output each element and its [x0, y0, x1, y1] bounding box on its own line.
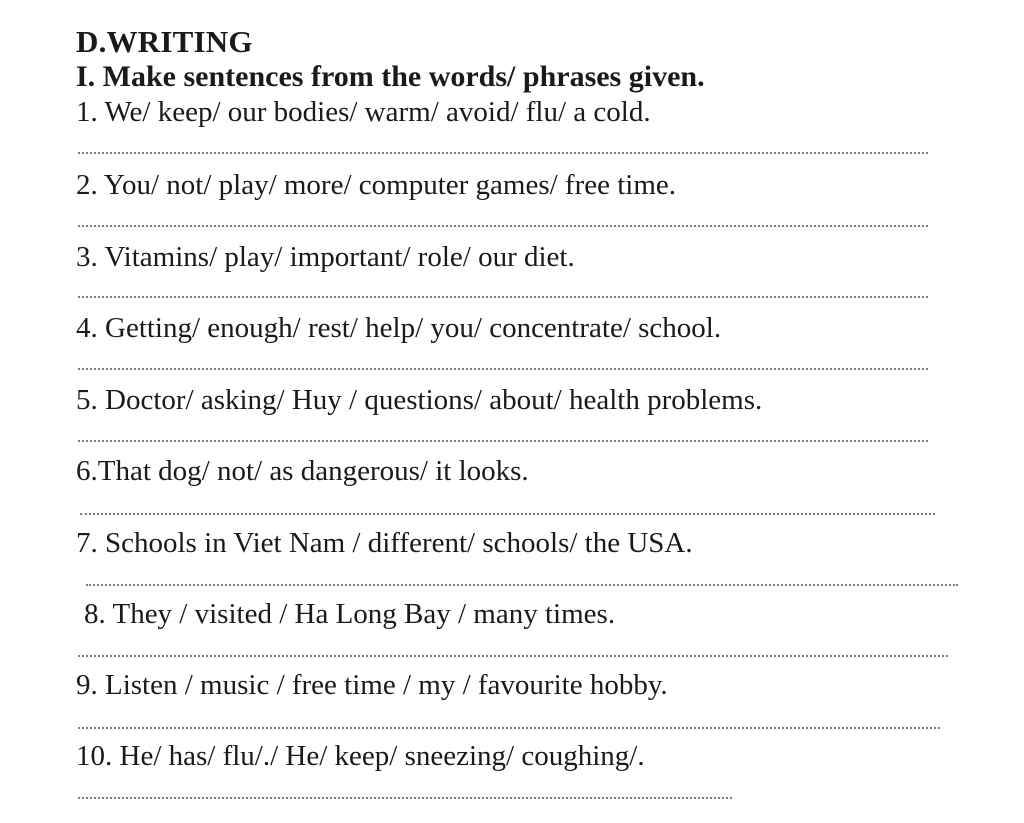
answer-line-2[interactable]: [78, 225, 928, 227]
exercise-item-9: 9. Listen / music / free time / my / favourite hobby.: [76, 669, 668, 701]
exercise-item-5: 5. Doctor/ asking/ Huy / questions/ about/ health problems.: [76, 384, 763, 416]
answer-line-1[interactable]: [78, 152, 928, 154]
exercise-item-4: 4. Getting/ enough/ rest/ help/ you/ concentrate/ school.: [76, 312, 722, 344]
exercise-item-3: 3. Vitamins/ play/ important/ role/ our diet.: [76, 241, 575, 273]
exercise-item-2: 2. You/ not/ play/ more/ computer games/ free time.: [76, 169, 677, 201]
answer-line-3[interactable]: [78, 296, 928, 298]
exercise-item-1: 1. We/ keep/ our bodies/ warm/ avoid/ flu/ a cold.: [76, 96, 651, 128]
answer-line-10[interactable]: [78, 797, 732, 799]
answer-line-5[interactable]: [78, 440, 928, 442]
exercise-item-7: 7. Schools in Viet Nam / different/ schools/ the USA.: [76, 527, 693, 559]
answer-line-6[interactable]: [80, 513, 935, 515]
exercise-title: I. Make sentences from the words/ phrases given.: [76, 60, 705, 93]
answer-line-9[interactable]: [78, 727, 940, 729]
exercise-item-10: 10. He/ has/ flu/./ He/ keep/ sneezing/ coughing/.: [76, 740, 645, 772]
answer-line-4[interactable]: [78, 368, 928, 370]
answer-line-8[interactable]: [78, 655, 948, 657]
section-title: D.WRITING: [76, 24, 253, 59]
answer-line-7[interactable]: [86, 584, 958, 586]
exercise-item-8: 8. They / visited / Ha Long Bay / many times.: [84, 598, 616, 630]
exercise-item-6: 6.That dog/ not/ as dangerous/ it looks.: [76, 455, 529, 487]
